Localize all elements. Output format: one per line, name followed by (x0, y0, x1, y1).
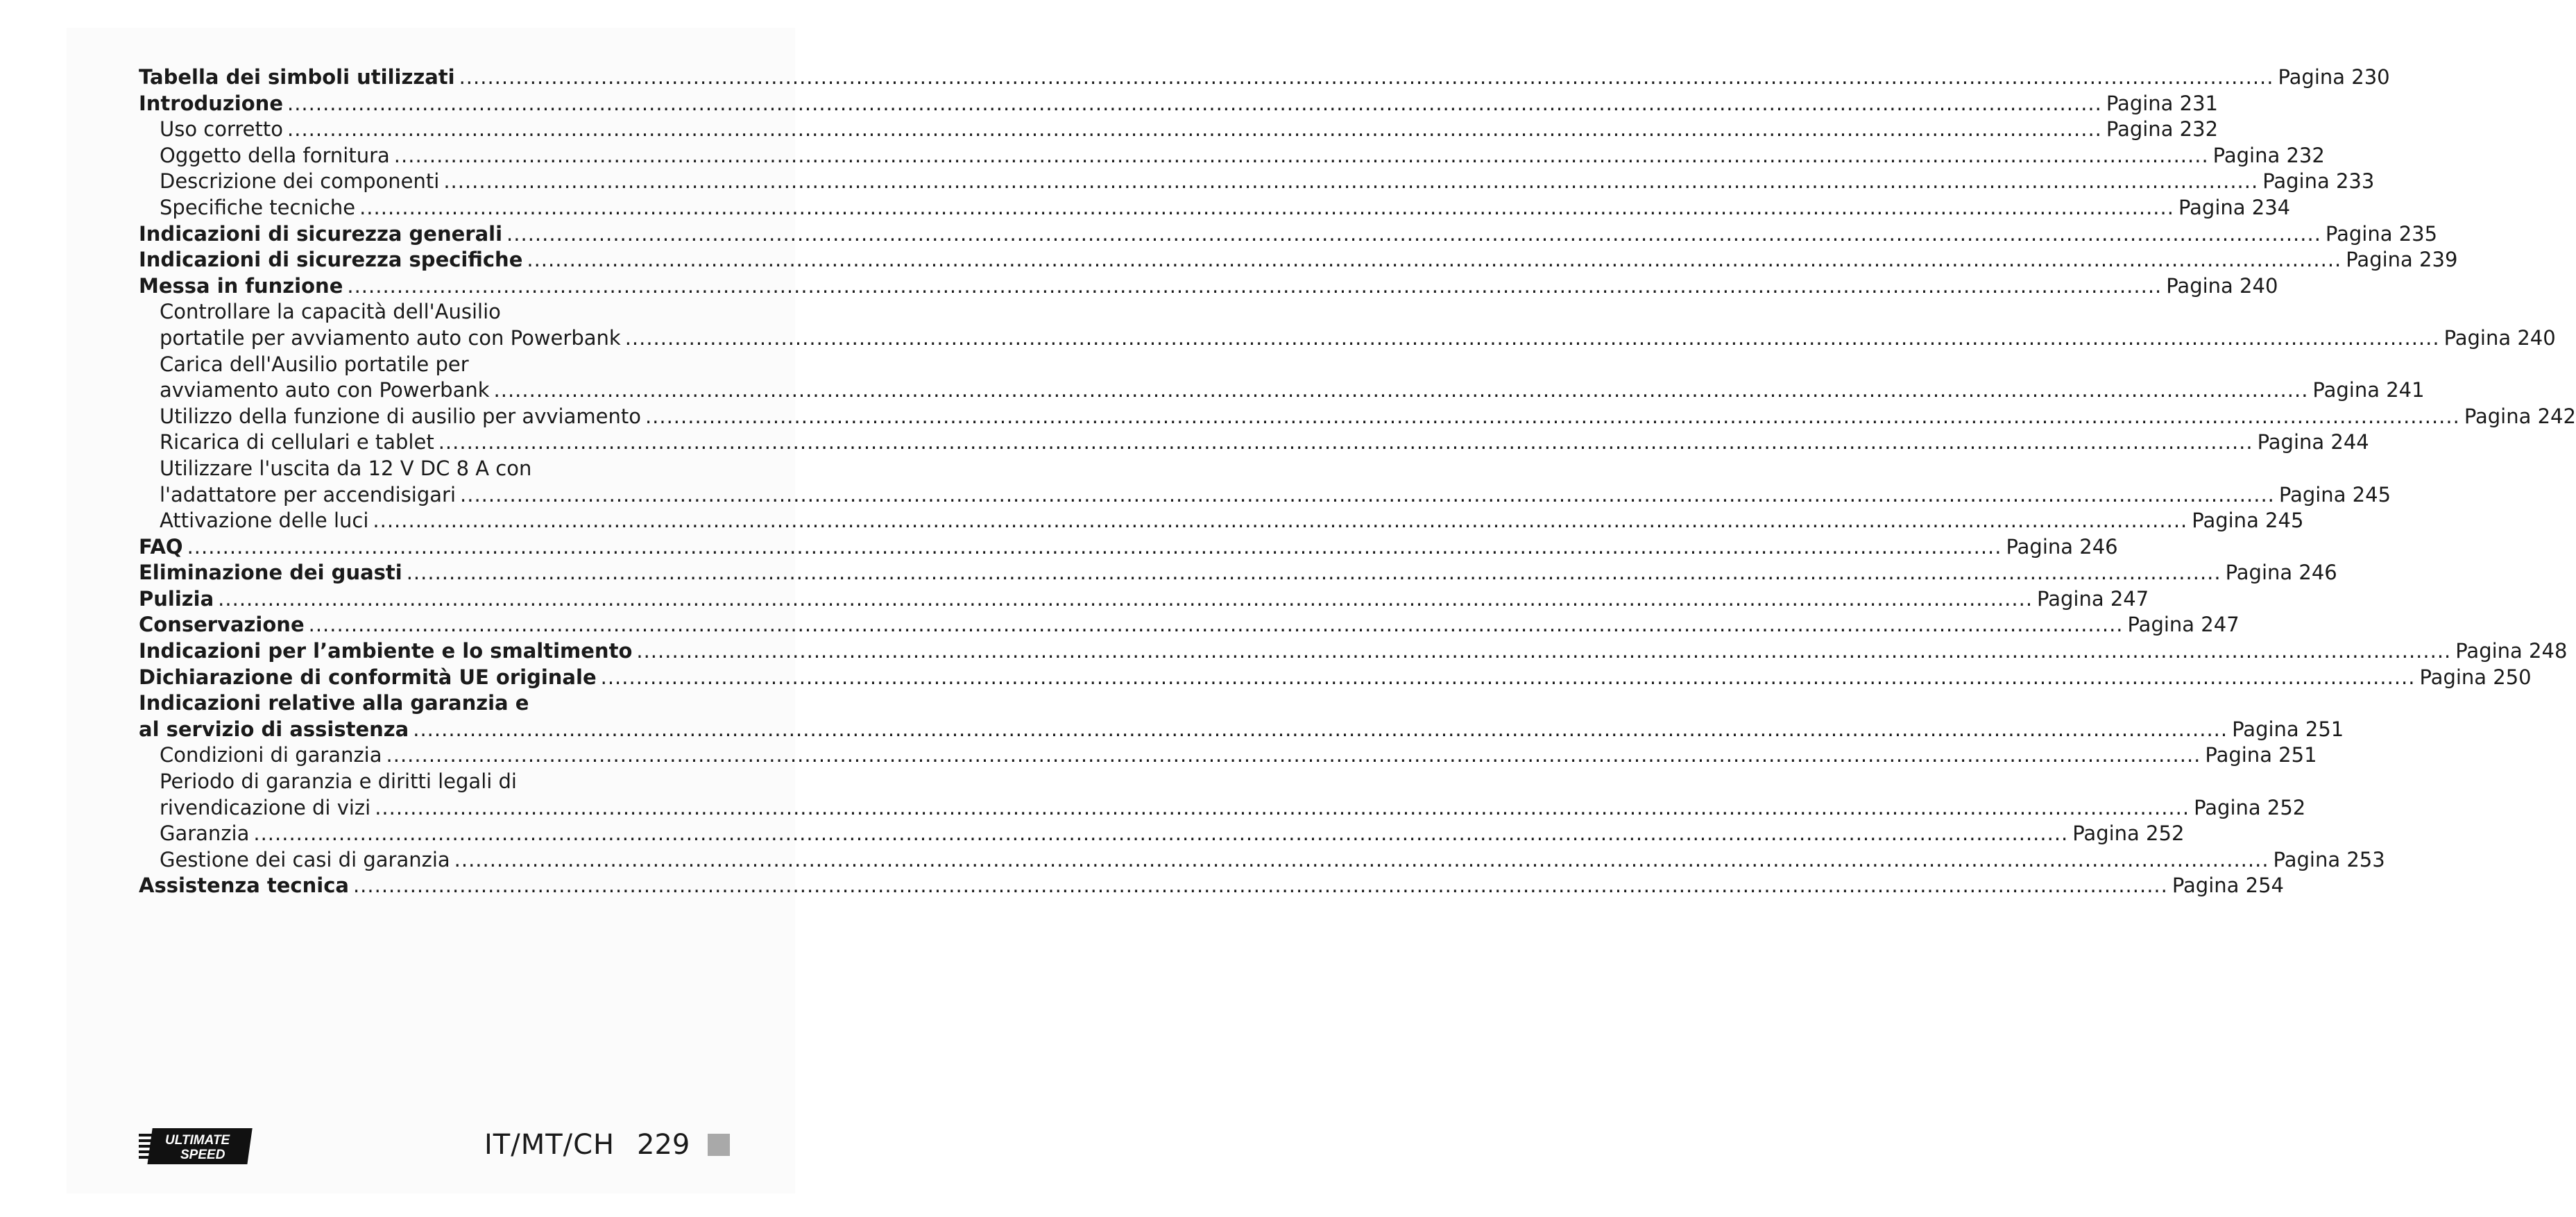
toc-entry-page: Pagina 246 (2225, 561, 2337, 585)
table-of-contents (139, 65, 2576, 899)
toc-entry[interactable] (139, 143, 2325, 169)
toc-entry-page: Pagina 241 (2312, 378, 2425, 402)
toc-entry[interactable] (139, 404, 2576, 430)
toc-leader-dots (645, 404, 2460, 430)
toc-entry-page: Pagina 247 (2037, 586, 2149, 611)
toc-entry[interactable] (139, 352, 733, 378)
toc-entry-page: Pagina 246 (2006, 534, 2118, 559)
toc-entry-page: Pagina 245 (2192, 509, 2304, 533)
toc-entry-title: Carica dell'Ausilio portatile per (160, 352, 469, 376)
toc-entry[interactable] (139, 195, 2291, 221)
toc-entry[interactable] (139, 169, 2375, 195)
toc-entry-page: Pagina 234 (2178, 195, 2291, 219)
toc-leader-dots (218, 586, 2033, 613)
toc-entry-title: Attivazione delle luci (160, 509, 369, 533)
toc-leader-dots (601, 665, 2416, 691)
toc-entry[interactable] (139, 117, 2219, 143)
toc-entry[interactable] (139, 221, 2438, 248)
toc-entry-title: Utilizzare l'uscita da 12 V DC 8 A con (160, 456, 532, 480)
toc-entry-page: Pagina 251 (2232, 717, 2344, 741)
toc-entry-page: Pagina 247 (2127, 613, 2240, 637)
toc-entry[interactable] (139, 847, 2385, 874)
toc-leader-dots (459, 65, 2274, 91)
toc-leader-dots (375, 795, 2190, 822)
language-codes: IT/MT/CH (484, 1129, 615, 1161)
toc-entry-title: Messa in funzione (139, 273, 343, 298)
toc-entry-page: Pagina 245 (2278, 482, 2391, 507)
toc-entry-page: Pagina 232 (2212, 143, 2325, 167)
toc-leader-dots (443, 169, 2258, 195)
toc-entry-page: Pagina 240 (2166, 273, 2278, 298)
toc-entry[interactable] (139, 482, 2391, 509)
toc-entry-title: l'adattatore per accendisigari (160, 482, 457, 507)
toc-entry-title: Oggetto della fornitura (160, 143, 390, 167)
toc-entry[interactable] (139, 665, 2532, 691)
toc-entry-title: Controllare la capacità dell'Ausilio (160, 300, 501, 324)
toc-entry-title: Pulizia (139, 586, 214, 611)
toc-leader-dots (454, 847, 2269, 874)
toc-entry[interactable] (139, 508, 2304, 534)
toc-leader-dots (438, 429, 2253, 456)
toc-entry-title: Indicazioni di sicurezza specifiche (139, 248, 523, 272)
toc-entry[interactable] (139, 65, 2390, 91)
toc-leader-dots (287, 91, 2102, 117)
toc-leader-dots (413, 717, 2228, 743)
toc-entry-page: Pagina 231 (2106, 91, 2219, 115)
toc-leader-dots (407, 560, 2221, 586)
toc-entry-page: Pagina 235 (2325, 221, 2438, 246)
toc-entry[interactable] (139, 377, 2425, 404)
toc-entry-title: Eliminazione dei guasti (139, 561, 402, 585)
toc-entry-title: Garanzia (160, 822, 250, 846)
toc-entry[interactable] (139, 325, 2556, 352)
toc-leader-dots (636, 638, 2451, 665)
toc-leader-dots (347, 273, 2162, 300)
toc-leader-dots (460, 482, 2275, 509)
toc-entry[interactable] (139, 534, 2118, 561)
toc-entry-page: Pagina 254 (2172, 874, 2284, 898)
toc-entry-page: Pagina 240 (2443, 325, 2556, 350)
toc-entry-title: avviamento auto con Powerbank (160, 378, 490, 402)
toc-entry-title: Utilizzo della funzione di ausilio per avviamento (160, 404, 641, 428)
toc-entry-page: Pagina 230 (2278, 65, 2390, 89)
toc-entry-page: Pagina 242 (2464, 404, 2576, 428)
toc-leader-dots (353, 873, 2168, 899)
toc-entry-title: Ricarica di cellulari e tablet (160, 430, 434, 454)
toc-leader-dots (394, 143, 2209, 169)
toc-entry-title: Introduzione (139, 91, 283, 115)
toc-entry-title: Indicazioni per l’ambiente e lo smaltimento (139, 639, 633, 663)
toc-entry-page: Pagina 239 (2346, 248, 2458, 272)
toc-entry[interactable] (139, 560, 2337, 586)
toc-entry[interactable] (139, 429, 2369, 456)
toc-entry-page: Pagina 232 (2106, 117, 2219, 142)
toc-entry-page: Pagina 253 (2273, 847, 2385, 871)
toc-entry[interactable] (139, 273, 2278, 300)
toc-entry[interactable] (139, 873, 2284, 899)
toc-entry-title: Dichiarazione di conformità UE originale (139, 665, 597, 689)
toc-leader-dots (386, 742, 2201, 769)
toc-entry-page: Pagina 233 (2262, 169, 2375, 194)
toc-entry-title: Descrizione dei componenti (160, 169, 440, 194)
toc-leader-dots (253, 821, 2068, 847)
toc-entry-page: Pagina 252 (2072, 822, 2185, 846)
toc-entry[interactable] (139, 821, 2185, 847)
logo-text-bottom: SPEED (180, 1148, 225, 1162)
toc-entry-title: Periodo di garanzia e diritti legali di (160, 769, 517, 794)
toc-entry[interactable] (139, 612, 2240, 638)
logo-text-top: ULTIMATE (165, 1133, 230, 1148)
toc-entry[interactable] (139, 690, 733, 717)
toc-entry[interactable] (139, 91, 2219, 117)
toc-entry-title: FAQ (139, 534, 183, 559)
toc-entry-title: rivendicazione di vizi (160, 795, 371, 819)
toc-entry-title: Uso corretto (160, 117, 284, 142)
toc-leader-dots (373, 508, 2187, 534)
toc-entry-title: Tabella dei simboli utilizzati (139, 65, 455, 89)
toc-entry[interactable] (139, 247, 2458, 273)
toc-entry-page: Pagina 250 (2419, 665, 2532, 689)
toc-entry-title: portatile per avviamento auto con Powerbank (160, 325, 621, 350)
toc-leader-dots (287, 117, 2102, 143)
page-number: 229 (637, 1129, 690, 1161)
toc-entry-page: Pagina 244 (2257, 430, 2369, 454)
toc-entry-title: Indicazioni di sicurezza generali (139, 221, 503, 246)
toc-entry-page: Pagina 248 (2455, 639, 2568, 663)
toc-entry[interactable] (139, 769, 733, 795)
toc-leader-dots (494, 377, 2309, 404)
toc-entry-title: Conservazione (139, 613, 305, 637)
toc-leader-dots (309, 612, 2124, 638)
toc-entry-page: Pagina 252 (2194, 795, 2306, 819)
toc-entry-title: Indicazioni relative alla garanzia e (139, 691, 529, 715)
toc-entry[interactable] (139, 299, 733, 325)
toc-entry[interactable] (139, 795, 2306, 822)
toc-entry-title: Assistenza tecnica (139, 874, 349, 898)
toc-leader-dots (625, 325, 2440, 352)
ultimate-speed-logo (137, 1127, 254, 1166)
toc-entry[interactable] (139, 638, 2568, 665)
toc-entry[interactable] (139, 717, 2344, 743)
toc-entry-title: Specifiche tecniche (160, 195, 356, 219)
toc-entry-title: Condizioni di garanzia (160, 743, 382, 767)
toc-entry-page: Pagina 251 (2205, 743, 2317, 767)
page-marker-square (708, 1134, 730, 1156)
toc-leader-dots (359, 195, 2174, 221)
toc-leader-dots (506, 221, 2321, 248)
toc-entry[interactable] (139, 742, 2317, 769)
toc-leader-dots (527, 247, 2342, 273)
toc-entry-title: Gestione dei casi di garanzia (160, 847, 450, 871)
toc-entry-title: al servizio di assistenza (139, 717, 409, 741)
toc-leader-dots (187, 534, 2002, 561)
toc-entry[interactable] (139, 456, 733, 482)
toc-entry[interactable] (139, 586, 2149, 613)
